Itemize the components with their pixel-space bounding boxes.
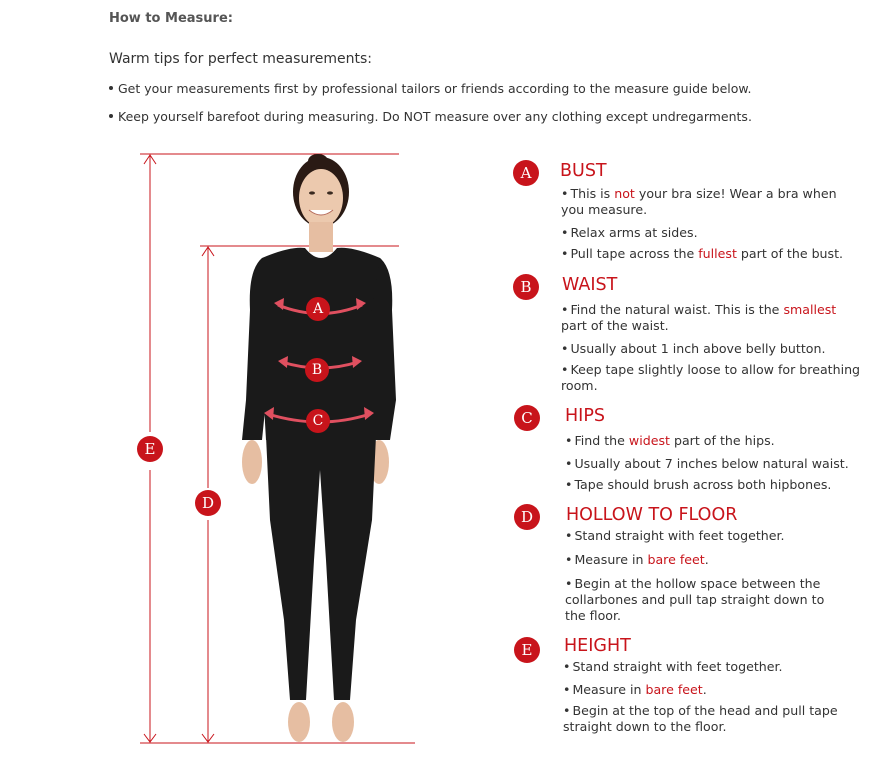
- height-marker: E: [137, 436, 163, 462]
- section-e-title: HEIGHT: [564, 636, 631, 656]
- section-a-title: BUST: [560, 161, 607, 181]
- section-d-badge: D: [514, 504, 540, 530]
- tip-text: Keep yourself barefoot during measuring. Do NOT measure over any clothing except undregarments.: [118, 109, 752, 124]
- tips-title: Warm tips for perfect measurements:: [109, 51, 372, 67]
- section-d-title: HOLLOW TO FLOOR: [566, 505, 738, 525]
- waist-marker: B: [305, 358, 329, 382]
- section-a-badge: A: [513, 160, 539, 186]
- list-item: • Find the natural waist. This is the smallest part of the waist.: [561, 302, 837, 333]
- list-item: • Begin at the top of the head and pull tape straight down to the floor.: [563, 703, 838, 734]
- hips-marker: C: [306, 409, 330, 433]
- list-item: • Relax arms at sides.: [561, 225, 698, 240]
- list-item: • Tape should brush across both hipbones.: [565, 477, 832, 492]
- list-item: • Find the widest part of the hips.: [565, 433, 775, 448]
- list-item: • Measure in bare feet.: [563, 682, 707, 697]
- bust-marker: A: [306, 297, 330, 321]
- list-item: • Begin at the hollow space between the collarbones and pull tap straight down to the floor.: [565, 576, 825, 623]
- list-item: • Keep tape slightly loose to allow for breathing room.: [561, 362, 861, 393]
- section-b-title: WAIST: [562, 275, 618, 295]
- list-item: • Usually about 7 inches below natural waist.: [565, 456, 849, 471]
- list-item: • Stand straight with feet together.: [565, 528, 785, 543]
- section-c-title: HIPS: [565, 406, 605, 426]
- woman-figure: [242, 154, 396, 742]
- section-e-badge: E: [514, 637, 540, 663]
- tip-text: Get your measurements first by professional tailors or friends according to the measure guide below.: [118, 81, 752, 96]
- list-item: • Stand straight with feet together.: [563, 659, 783, 674]
- section-c-badge: C: [514, 405, 540, 431]
- section-b-badge: B: [513, 274, 539, 300]
- hollow-to-floor-marker: D: [195, 490, 221, 516]
- list-item: • Measure in bare feet.: [565, 552, 709, 567]
- list-item: • Pull tape across the fullest part of the bust.: [561, 246, 844, 261]
- list-item: • Usually about 1 inch above belly button.: [561, 341, 826, 356]
- list-item: • This is not your bra size! Wear a bra when you measure.: [561, 186, 837, 217]
- page-title: How to Measure:: [109, 11, 233, 26]
